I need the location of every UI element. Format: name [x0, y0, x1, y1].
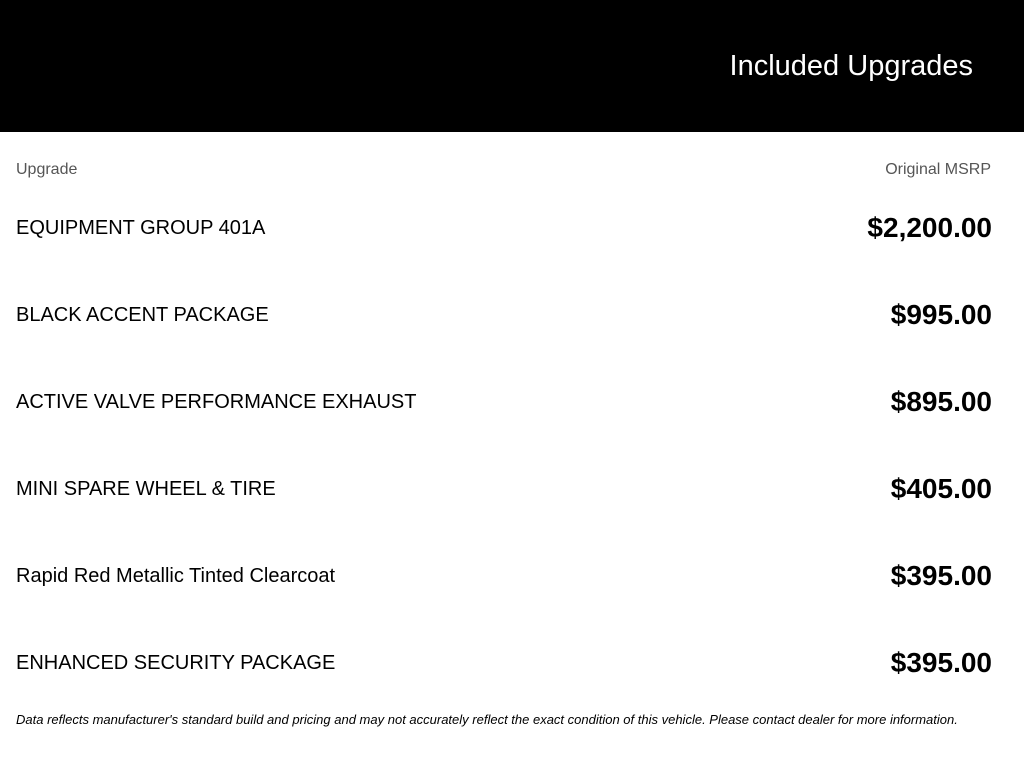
- upgrade-name: EQUIPMENT GROUP 401A: [16, 217, 266, 239]
- list-item: [0, 469, 1024, 509]
- upgrade-price: $405.00: [890, 473, 992, 504]
- upgrade-name: BLACK ACCENT PACKAGE: [16, 304, 269, 326]
- list-item: [0, 643, 1024, 683]
- upgrade-name: MINI SPARE WHEEL & TIRE: [16, 478, 276, 500]
- upgrade-price: $995.00: [890, 299, 992, 330]
- upgrade-name: Rapid Red Metallic Tinted Clearcoat: [16, 565, 336, 587]
- list-item: [0, 382, 1024, 422]
- upgrade-name: ACTIVE VALVE PERFORMANCE EXHAUST: [16, 391, 417, 413]
- list-item: [0, 556, 1024, 596]
- page-title: Included Upgrades: [729, 50, 973, 82]
- list-item: [0, 295, 1024, 335]
- upgrade-price: $895.00: [890, 386, 992, 417]
- upgrade-price: $395.00: [890, 647, 992, 678]
- header-banner: [0, 0, 1024, 132]
- upgrade-price: $2,200.00: [867, 212, 992, 243]
- upgrade-name: ENHANCED SECURITY PACKAGE: [16, 652, 336, 674]
- disclaimer-text: Data reflects manufacturer's standard build and pricing and may not accurately reflect the exact condition of this vehicle. Please contact dealer for more information.: [16, 712, 958, 727]
- upgrade-price: $395.00: [890, 560, 992, 591]
- msrp-column-header: Original MSRP: [885, 161, 991, 178]
- upgrade-column-header: Upgrade: [16, 161, 78, 178]
- list-item: [0, 208, 1024, 248]
